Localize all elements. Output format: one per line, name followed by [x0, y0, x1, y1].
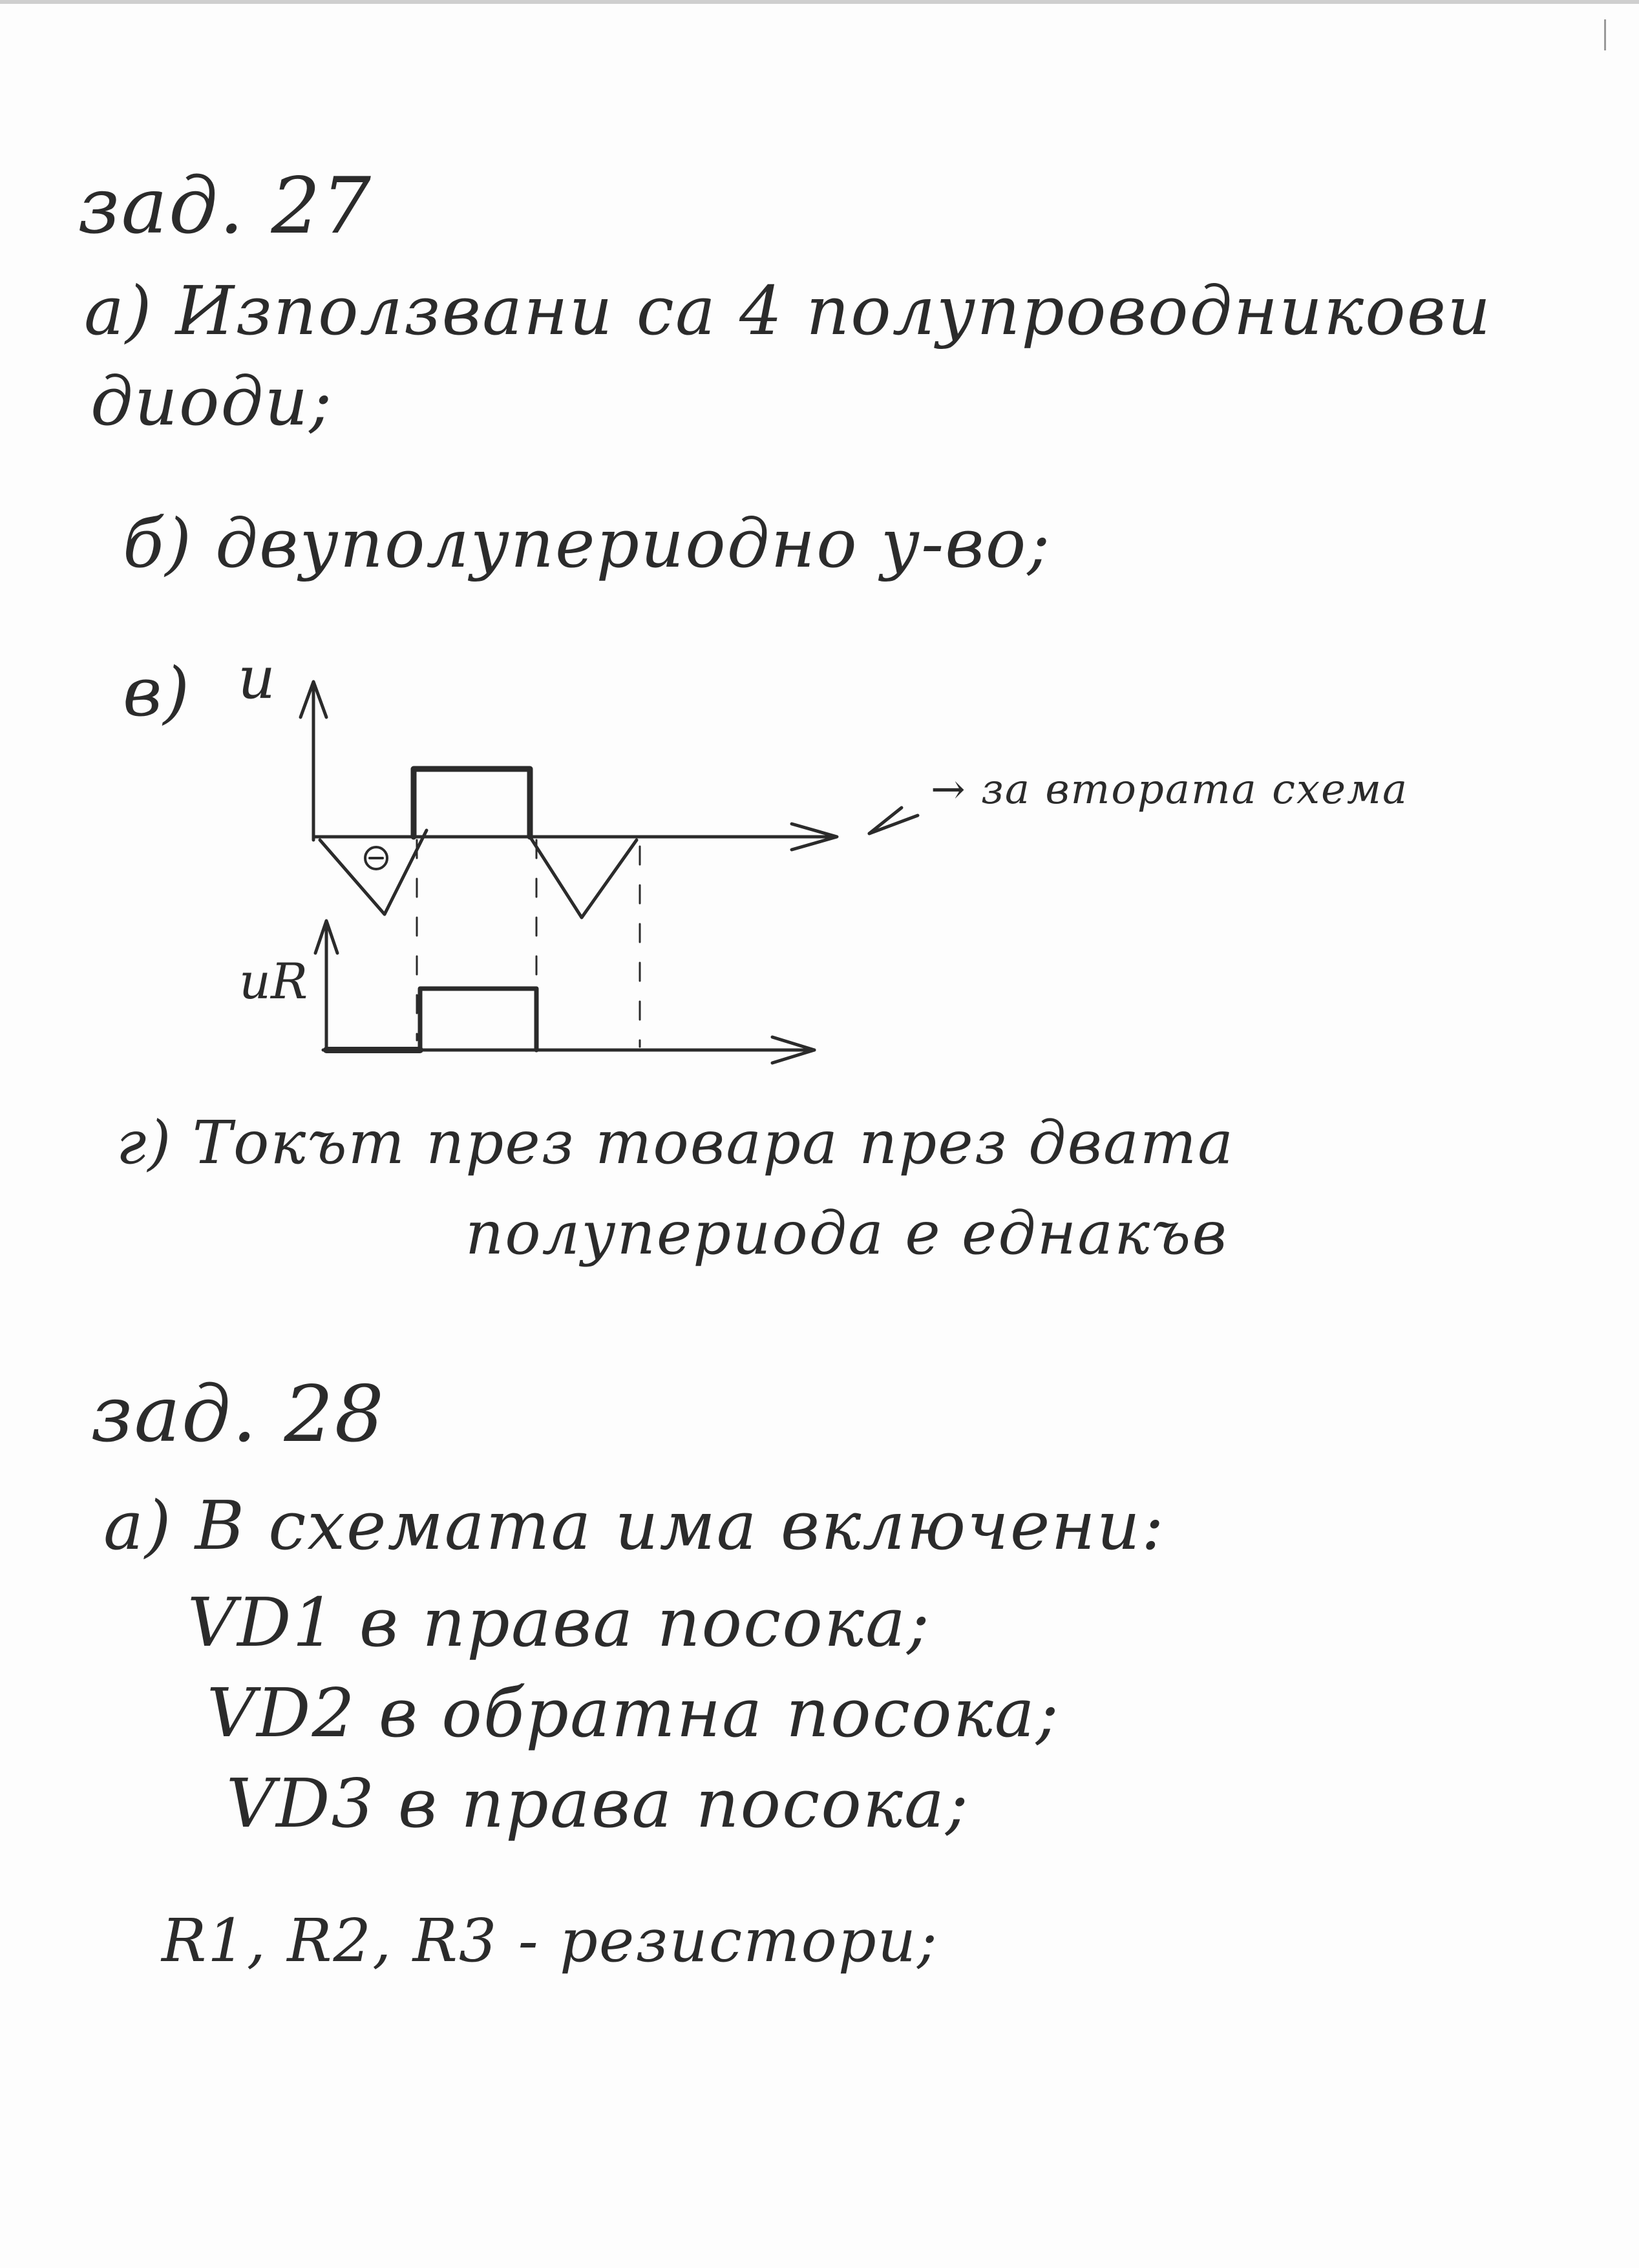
u-waveform-positive [414, 769, 530, 837]
task27-v-note: → за втората схема [931, 766, 1409, 814]
note-arrow [869, 808, 902, 834]
task27-v-label: в) [123, 653, 191, 731]
task28-item-1: VD1 в права посока; [187, 1583, 931, 1662]
task28-item-2: VD2 в обратна посока; [207, 1674, 1060, 1752]
task28-resistors: R1, R2, R3 - резистори; [162, 1906, 939, 1975]
task27-a-line2: диоди; [90, 362, 333, 441]
u-label: u [238, 644, 275, 712]
task28-item-3: VD3 в права посока; [226, 1764, 970, 1843]
task27-b: б) двуполупериодно у-во; [123, 504, 1052, 583]
ur-label: uR [239, 952, 308, 1010]
task27-a-line1: а) Използвани са 4 полупроводникови [84, 271, 1492, 350]
task27-g-line1: г) Токът през товара през двата [116, 1108, 1234, 1177]
u-waveform-negative-2 [530, 837, 637, 918]
ur-waveform-pulse [420, 989, 536, 1050]
task27-g-line2: полупериода е еднакъв [465, 1199, 1228, 1268]
task28-heading: зад. 28 [90, 1370, 386, 1460]
task28-a-intro: а) В схемата има включени: [103, 1486, 1165, 1565]
u-waveform-negative-1 [320, 830, 427, 914]
task27-heading: зад. 27 [78, 162, 373, 251]
